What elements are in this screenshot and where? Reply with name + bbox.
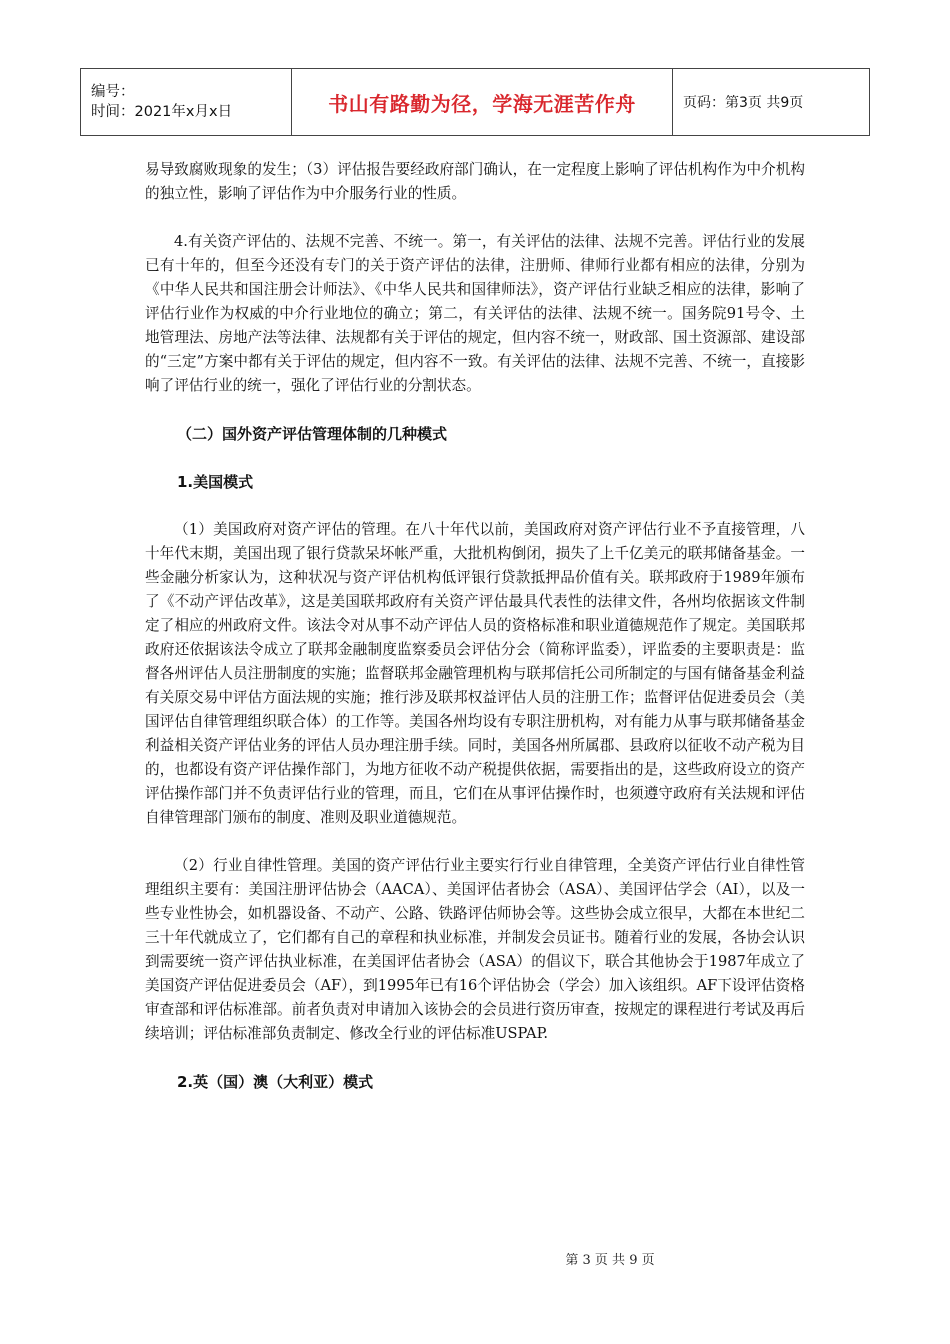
doc-date-label: 时间：2021年x月x日	[91, 104, 233, 120]
section-heading: （二）国外资产评估管理体制的几种模式	[177, 425, 448, 443]
paragraph-us-self-regulation: （2）行业自律性管理。美国的资产评估行业主要实行行业自律管理，全美资产评估行业自律性管理组织主要有：美国注册评估协会（AACA）、美国评估者协会（ASA）、美国评估学会（AI），以及一些专业性协会，如机器设备、不动产、公路、铁路评估师协会等。这些协会成立很早，大都在本世纪二三十年代就成立了，它们都有自己的章程和执业标准，并制发会员证书。随着行业的发展，各协会认识到需要统一资产评估执业标准，在美国评估者协会（ASA）的倡议下，联合其他协会于1987年成立了美国资产评估促进委员会（AF），到1995年已有16个评估协会（学会）加入该组织。AF下设评估资格审查部和评估标准部。前者负责对申请加入该协会的会员进行资历审查，按规定的课程进行考试及再后续培训；评估标准部负责制定、修改全行业的评估标准USPAP.	[145, 857, 805, 1042]
page-footer: 第 3 页 共 9 页	[565, 1253, 655, 1268]
page-header	[80, 68, 870, 136]
header-meta	[81, 69, 292, 136]
doc-number-label: 编号：	[91, 84, 135, 100]
header-page-label: 页码：第3页 共9页	[673, 69, 870, 136]
paragraph-continuation: 易导致腐败现象的发生；（3）评估报告要经政府部门确认，在一定程度上影响了评估机构作为中介机构的独立性，影响了评估作为中介服务行业的性质。	[145, 161, 805, 202]
document-body	[145, 158, 805, 1118]
header-motto: 书山有路勤为径，学海无涯苦作舟	[292, 69, 673, 136]
paragraph-us-government: （1）美国政府对资产评估的管理。在八十年代以前，美国政府对资产评估行业不予直接管理，八十年代末期，美国出现了银行贷款呆坏帐严重，大批机构倒闭，损失了上千亿美元的联邦储备基金。一些金融分析家认为，这种状况与资产评估机构低评银行贷款抵押品价值有关。联邦政府于1989年颁布了《不动产评估改革》，这是美国联邦政府有关资产评估最具代表性的法律文件，各州均依据该文件制定了相应的州政府文件。该法令对从事不动产评估人员的资格标准和职业道德规范作了规定。美国联邦政府还依据该法令成立了联邦金融制度监察委员会评估分会（简称评监委），评监委的主要职责是：监督各州评估人员注册制度的实施；监督联邦金融管理机构与联邦信托公司所制定的与国有储备基金利益有关原交易中评估方面法规的实施；推行涉及联邦权益评估人员的注册工作；监督评估促进委员会（美国评估自律管理组织联合体）的工作等。美国各州均设有专职注册机构，对有能力从事与联邦储备基金利益相关资产评估业务的评估人员办理注册手续。同时，美国各州所属郡、县政府以征收不动产税为目的，也都设有资产评估操作部门，为地方征收不动产税提供依据，需要指出的是，这些政府设立的资产评估操作部门并不负责评估行业的管理，而且，它们在从事评估操作时，也须遵守政府有关法规和评估自律管理部门颁布的制度、准则及职业道德规范。	[145, 521, 805, 826]
sub-heading-uk-au-model: 2.英（国）澳（大利亚）模式	[177, 1073, 374, 1091]
sub-heading-us-model: 1.美国模式	[177, 473, 254, 491]
paragraph-law-issues: 4.有关资产评估的、法规不完善、不统一。第一，有关评估的法律、法规不完善。评估行业的发展已有十年的，但至今还没有专门的关于资产评估的法律，注册师、律师行业都有相应的法律，分别为《中华人民共和国注册会计师法》、《中华人民共和国律师法》，资产评估行业缺乏相应的法律，影响了评估行业作为权威的中介行业地位的确立；第二，有关评估的法律、法规不统一。国务院91号令、土地管理法、房地产法等法律、法规都有关于评估的规定，但内容不统一，财政部、国土资源部、建设部的“三定”方案中都有关于评估的规定，但内容不一致。有关评估的法律、法规不完善、不统一，直接影响了评估行业的统一，强化了评估行业的分割状态。	[145, 233, 805, 394]
